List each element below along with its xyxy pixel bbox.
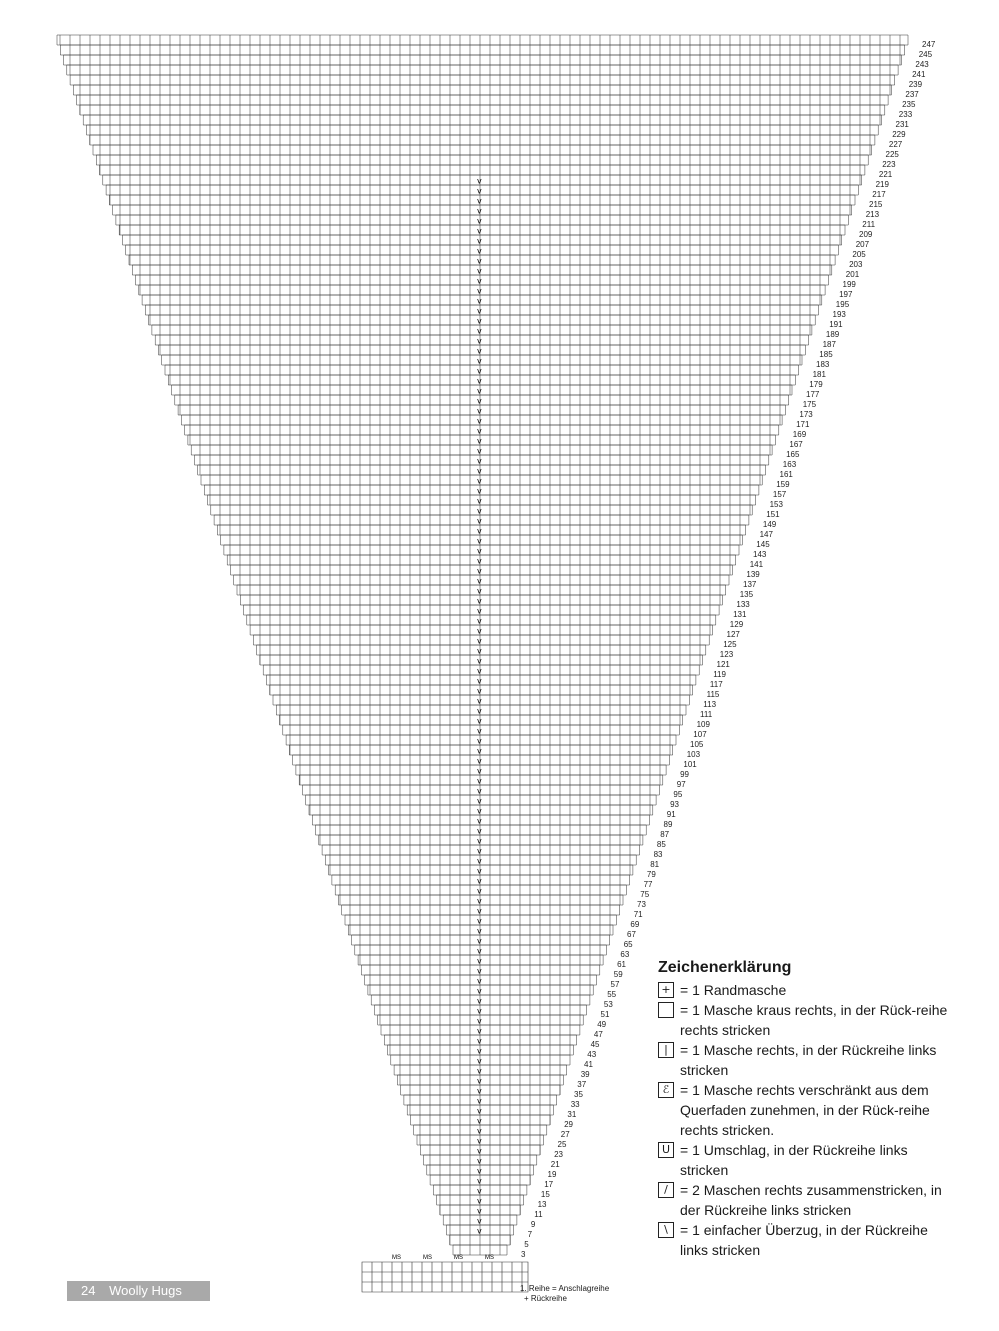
center-stitch-mark: v <box>477 256 482 266</box>
center-stitch-mark: v <box>477 206 482 216</box>
row-number-label: 173 <box>799 410 813 419</box>
book-title: Woolly Hugs <box>109 1283 182 1298</box>
center-stitch-mark: v <box>477 246 482 256</box>
center-stitch-mark: v <box>477 566 482 576</box>
row-number-label: 51 <box>600 1010 610 1019</box>
center-stitch-mark: v <box>477 346 482 356</box>
center-stitch-mark: v <box>477 456 482 466</box>
row-number-label: 101 <box>683 760 697 769</box>
center-stitch-mark: v <box>477 676 482 686</box>
center-stitch-mark: v <box>477 726 482 736</box>
center-stitch-mark: v <box>477 316 482 326</box>
center-stitch-mark: v <box>477 1086 482 1096</box>
center-stitch-mark: v <box>477 836 482 846</box>
center-stitch-mark: v <box>477 586 482 596</box>
row-number-label: 15 <box>540 1190 550 1199</box>
row-number-label: 139 <box>746 570 760 579</box>
center-stitch-mark: v <box>477 186 482 196</box>
row-number-label: 187 <box>822 340 836 349</box>
row-number-label: 115 <box>706 690 720 699</box>
center-stitch-mark: v <box>477 1156 482 1166</box>
slash-icon: / <box>658 1182 674 1198</box>
legend <box>658 958 958 1260</box>
center-stitch-mark: v <box>477 486 482 496</box>
center-stitch-mark: v <box>477 906 482 916</box>
row-number-label: 233 <box>898 110 913 119</box>
row-number-label: 237 <box>905 90 919 99</box>
center-stitch-mark: v <box>477 686 482 696</box>
row-number-label: 113 <box>703 700 717 709</box>
center-stitch-mark: v <box>477 226 482 236</box>
row-number-label: 39 <box>580 1070 590 1079</box>
row-number-label: 75 <box>640 890 650 899</box>
row-number-label: 17 <box>544 1180 554 1189</box>
row-number-label: 11 <box>534 1210 543 1219</box>
center-stitch-mark: v <box>477 956 482 966</box>
row-number-label: 129 <box>729 620 744 629</box>
row-number-label: 191 <box>829 320 843 329</box>
center-stitch-mark: v <box>477 416 482 426</box>
footer-badge <box>67 1281 210 1301</box>
legend-item-increase <box>658 1080 958 1140</box>
center-stitch-mark: v <box>477 896 482 906</box>
row-number-label: 47 <box>593 1030 603 1039</box>
center-stitch-mark: v <box>477 886 482 896</box>
legend-item-knit <box>658 1040 958 1080</box>
row-number-label: 247 <box>922 40 936 49</box>
row-number-label: 235 <box>902 100 916 109</box>
row-number-label: 193 <box>832 310 846 319</box>
row-number-label: 111 <box>700 710 713 719</box>
center-stitch-mark: v <box>477 296 482 306</box>
row-number-label: 27 <box>560 1130 570 1139</box>
legend-text: = 1 Masche rechts, in der Rückreihe links stricken <box>680 1042 937 1078</box>
row-number-label: 33 <box>570 1100 580 1109</box>
row-number-label: 219 <box>875 180 889 189</box>
row-number-label: 163 <box>782 460 797 469</box>
center-stitch-mark: v <box>477 426 482 436</box>
row-number-label: 99 <box>680 770 690 779</box>
center-stitch-mark: v <box>477 406 482 416</box>
row-number-label: 131 <box>733 610 747 619</box>
row-number-label: 161 <box>779 470 793 479</box>
center-stitch-mark: v <box>477 1226 482 1236</box>
center-stitch-mark: v <box>477 996 482 1006</box>
center-stitch-mark: v <box>477 876 482 886</box>
center-stitch-mark: v <box>477 1166 482 1176</box>
row-number-label: 123 <box>719 650 734 659</box>
plus-icon: + <box>658 982 674 998</box>
row-number-label: 89 <box>663 820 673 829</box>
row-number-label: 201 <box>845 270 860 279</box>
center-stitch-mark: v <box>477 376 482 386</box>
row-number-label: 59 <box>613 970 623 979</box>
row-number-label: 119 <box>713 670 726 679</box>
row-number-label: 73 <box>637 900 646 909</box>
row-number-label: 231 <box>895 120 909 129</box>
row-number-label: 211 <box>862 220 876 229</box>
row-number-label: 239 <box>908 80 923 89</box>
row-number-label: 109 <box>696 720 710 729</box>
row-number-label: 77 <box>643 880 653 889</box>
center-stitch-mark: v <box>477 806 482 816</box>
center-stitch-mark: v <box>477 786 482 796</box>
center-stitch-mark: v <box>477 656 482 666</box>
row-number-label: 91 <box>666 810 676 819</box>
center-stitch-mark: v <box>477 306 482 316</box>
row-number-label: 149 <box>762 520 777 529</box>
row-number-label: 185 <box>819 350 833 359</box>
center-stitch-mark: v <box>477 926 482 936</box>
cast-on-block <box>362 1262 528 1292</box>
legend-text: = 1 Randmasche <box>680 982 787 998</box>
center-stitch-mark: v <box>477 826 482 836</box>
row-number-label: 167 <box>789 440 803 449</box>
row-number-label: 209 <box>859 230 873 239</box>
row-number-label: 65 <box>623 940 633 949</box>
center-stitch-mark: v <box>477 846 482 856</box>
center-stitch-mark: v <box>477 636 482 646</box>
yarn-over-icon: U <box>658 1142 674 1158</box>
row-number-label: 151 <box>766 510 780 519</box>
row-number-label: 9 <box>530 1220 536 1229</box>
row-number-label: 241 <box>912 70 926 79</box>
center-stitch-mark: v <box>477 796 482 806</box>
row-number-label: 207 <box>855 240 870 249</box>
row-number-label: 203 <box>849 260 863 269</box>
center-stitch-mark: v <box>477 1136 482 1146</box>
center-stitch-mark: v <box>477 1076 482 1086</box>
row-number-label: 175 <box>802 400 817 409</box>
row-number-label: 107 <box>693 730 707 739</box>
repeat-marker: MS <box>423 1255 432 1261</box>
row-number-label: 41 <box>584 1060 593 1069</box>
legend-text: = 1 einfacher Überzug, in der Rückreihe links stricken <box>680 1222 928 1258</box>
row-number-label: 147 <box>759 530 773 539</box>
row-number-label: 197 <box>839 290 853 299</box>
center-stitch-mark: v <box>477 736 482 746</box>
row-number-label: 69 <box>630 920 640 929</box>
legend-text: = 1 Masche kraus rechts, in der Rück-reihe rechts stricken <box>680 1002 948 1038</box>
center-stitch-mark: v <box>477 386 482 396</box>
row-number-label: 195 <box>835 300 850 309</box>
cast-on-note-line2: + Rückreihe <box>524 1294 567 1303</box>
row-number-label: 245 <box>918 50 933 59</box>
legend-text: = 1 Umschlag, in der Rückreihe links stricken <box>680 1142 908 1178</box>
row-number-label: 43 <box>587 1050 597 1059</box>
row-number-label: 21 <box>550 1160 560 1169</box>
center-stitch-mark: v <box>477 1196 482 1206</box>
row-number-label: 165 <box>786 450 800 459</box>
center-stitch-mark: v <box>477 986 482 996</box>
row-number-label: 93 <box>670 800 680 809</box>
center-stitch-mark: v <box>477 766 482 776</box>
center-stitch-mark: v <box>477 1176 482 1186</box>
row-number-label: 31 <box>567 1110 577 1119</box>
row-number-label: 67 <box>627 930 636 939</box>
center-stitch-mark: v <box>477 546 482 556</box>
legend-item-ssk <box>658 1220 958 1260</box>
row-number-label: 7 <box>527 1230 533 1239</box>
row-number-label: 141 <box>749 560 764 569</box>
row-number-label: 25 <box>557 1140 567 1149</box>
row-number-label: 97 <box>676 780 686 789</box>
twisted-increase-icon: ℰ <box>658 1082 674 1098</box>
center-stitch-mark: v <box>477 596 482 606</box>
row-number-label: 205 <box>852 250 866 259</box>
row-number-label: 143 <box>753 550 767 559</box>
row-number-label: 37 <box>577 1080 587 1089</box>
legend-item-garter <box>658 1000 958 1040</box>
center-stitch-mark: v <box>477 556 482 566</box>
row-number-label: 181 <box>812 370 826 379</box>
row-number-label: 19 <box>547 1170 557 1179</box>
row-number-label: 3 <box>521 1250 526 1259</box>
row-number-label: 153 <box>769 500 783 509</box>
row-number-label: 229 <box>892 130 906 139</box>
center-stitch-mark: v <box>477 576 482 586</box>
row-number-label: 127 <box>726 630 740 639</box>
row-number-label: 199 <box>842 280 856 289</box>
center-stitch-mark: v <box>477 606 482 616</box>
repeat-marker: MS <box>485 1255 494 1261</box>
row-number-label: 145 <box>756 540 770 549</box>
row-number-label: 35 <box>574 1090 583 1099</box>
center-stitch-mark: v <box>477 1186 482 1196</box>
row-number-label: 169 <box>792 430 807 439</box>
center-stitch-mark: v <box>477 866 482 876</box>
row-number-label: 217 <box>872 190 886 199</box>
row-number-label: 215 <box>869 200 883 209</box>
row-number-label: 105 <box>690 740 704 749</box>
row-number-label: 133 <box>736 600 750 609</box>
legend-title: Zeichenerklärung <box>658 959 792 976</box>
center-stitch-mark: v <box>477 1066 482 1076</box>
center-stitch-mark: v <box>477 396 482 406</box>
center-stitch-mark: v <box>477 516 482 526</box>
row-number-label: 179 <box>809 380 823 389</box>
row-number-label: 121 <box>716 660 730 669</box>
row-number-label: 87 <box>660 830 670 839</box>
row-number-label: 5 <box>524 1240 529 1249</box>
row-number-label: 135 <box>739 590 754 599</box>
center-stitch-mark: v <box>477 816 482 826</box>
row-number-label: 95 <box>673 790 683 799</box>
cast-on-note-line1: 1. Reihe = Anschlagreihe <box>520 1284 610 1293</box>
center-stitch-mark: v <box>477 526 482 536</box>
row-number-label: 171 <box>796 420 810 429</box>
row-number-label: 71 <box>633 910 643 919</box>
row-number-label: 159 <box>776 480 790 489</box>
row-number-label: 183 <box>816 360 830 369</box>
center-stitch-mark: v <box>477 356 482 366</box>
row-number-label: 57 <box>610 980 620 989</box>
center-stitch-mark: v <box>477 1046 482 1056</box>
center-stitch-mark: v <box>477 666 482 676</box>
center-stitch-mark: v <box>477 916 482 926</box>
row-number-label: 227 <box>888 140 903 149</box>
center-stitch-mark: v <box>477 1026 482 1036</box>
row-number-label: 61 <box>617 960 627 969</box>
center-stitch-mark: v <box>477 476 482 486</box>
row-number-label: 55 <box>607 990 617 999</box>
row-number-label: 103 <box>686 750 701 759</box>
center-stitch-mark: v <box>477 236 482 246</box>
row-number-label: 85 <box>656 840 666 849</box>
backslash-icon: \ <box>658 1222 674 1238</box>
center-stitch-mark: v <box>477 446 482 456</box>
center-stitch-mark: v <box>477 626 482 636</box>
legend-text: = 2 Maschen rechts zusammenstricken, in der Rückreihe links stricken <box>680 1182 942 1218</box>
center-stitch-mark: v <box>477 616 482 626</box>
row-number-label: 83 <box>653 850 663 859</box>
center-stitch-mark: v <box>477 1106 482 1116</box>
center-stitch-mark: v <box>477 966 482 976</box>
empty-square-icon <box>658 1002 674 1018</box>
center-stitch-mark: v <box>477 366 482 376</box>
row-number-label: 189 <box>825 330 840 339</box>
center-stitch-mark: v <box>477 176 482 186</box>
row-number-label: 23 <box>554 1150 564 1159</box>
center-stitch-mark: v <box>477 1096 482 1106</box>
row-number-label: 213 <box>865 210 880 219</box>
center-stitch-mark: v <box>477 266 482 276</box>
center-stitch-mark: v <box>477 746 482 756</box>
center-stitch-mark: v <box>477 326 482 336</box>
row-number-label: 81 <box>650 860 660 869</box>
row-number-label: 45 <box>590 1040 600 1049</box>
center-stitch-mark: v <box>477 436 482 446</box>
center-stitch-mark: v <box>477 1006 482 1016</box>
row-number-label: 157 <box>772 490 787 499</box>
center-stitch-mark: v <box>477 1116 482 1126</box>
center-stitch-mark: v <box>477 536 482 546</box>
row-number-label: 13 <box>537 1200 547 1209</box>
row-number-label: 225 <box>885 150 899 159</box>
row-number-label: 53 <box>603 1000 613 1009</box>
repeat-marker: MS <box>454 1255 463 1261</box>
center-stitch-mark: v <box>477 1016 482 1026</box>
page-number: 24 <box>81 1283 96 1298</box>
center-stitch-mark: v <box>477 1206 482 1216</box>
center-stitch-mark: v <box>477 1146 482 1156</box>
center-stitch-mark: v <box>477 696 482 706</box>
row-number-label: 79 <box>646 870 656 879</box>
center-stitch-mark: v <box>477 646 482 656</box>
row-number-label: 63 <box>620 950 630 959</box>
row-number-label: 177 <box>806 390 820 399</box>
cast-on-note <box>520 1284 609 1304</box>
center-stitch-mark: v <box>477 716 482 726</box>
center-stitch-mark: v <box>477 1036 482 1046</box>
center-stitch-mark: v <box>477 196 482 206</box>
legend-item-k2tog <box>658 1180 958 1220</box>
center-stitch-mark: v <box>477 496 482 506</box>
legend-item-edge-stitch <box>658 980 958 1000</box>
legend-item-yarn-over <box>658 1140 958 1180</box>
center-stitch-mark: v <box>477 856 482 866</box>
center-stitch-mark: v <box>477 276 482 286</box>
center-stitch-mark: v <box>477 756 482 766</box>
center-stitch-mark: v <box>477 336 482 346</box>
center-stitch-mark: v <box>477 1056 482 1066</box>
vertical-bar-icon: | <box>658 1042 674 1058</box>
row-number-label: 221 <box>878 170 893 179</box>
row-number-label: 243 <box>915 60 929 69</box>
row-number-label: 125 <box>723 640 737 649</box>
row-number-label: 137 <box>743 580 757 589</box>
center-stitch-mark: v <box>477 466 482 476</box>
legend-text: = 1 Masche rechts verschränkt aus dem Querfaden zunehmen, in der Rück-reihe rechts stricken. <box>680 1082 930 1138</box>
center-stitch-mark: v <box>477 776 482 786</box>
center-stitch-mark: v <box>477 976 482 986</box>
row-number-label: 117 <box>709 680 723 689</box>
center-stitch-mark: v <box>477 946 482 956</box>
repeat-marker: MS <box>392 1255 401 1261</box>
center-stitch-mark: v <box>477 936 482 946</box>
center-stitch-mark: v <box>477 286 482 296</box>
center-stitch-mark: v <box>477 1216 482 1226</box>
row-number-label: 29 <box>564 1120 574 1129</box>
center-stitch-mark: v <box>477 216 482 226</box>
center-stitch-mark: v <box>477 706 482 716</box>
row-number-label: 49 <box>597 1020 607 1029</box>
center-stitch-mark: v <box>477 506 482 516</box>
center-stitch-mark: v <box>477 1126 482 1136</box>
row-number-label: 223 <box>882 160 896 169</box>
